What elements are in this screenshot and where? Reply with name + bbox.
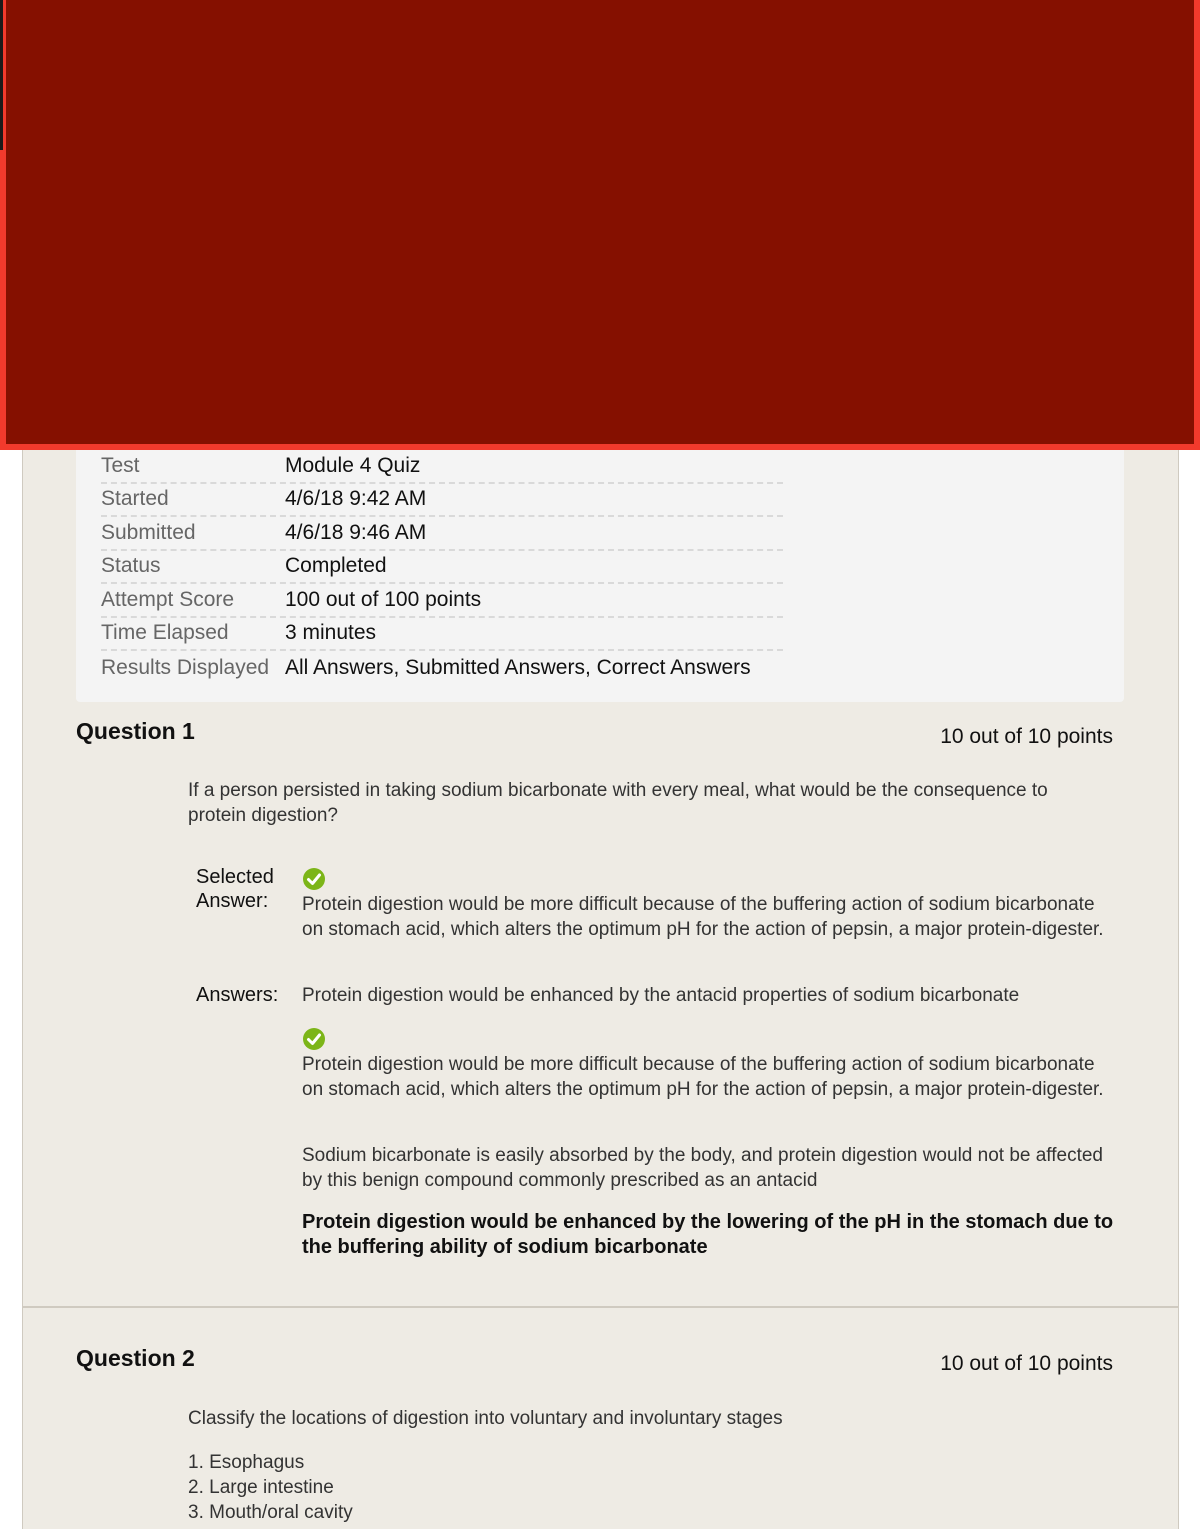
info-row-time-elapsed: [101, 618, 783, 652]
info-value: 4/6/18 9:46 AM: [285, 520, 427, 544]
info-row-submitted: [101, 517, 783, 551]
check-circle-icon: [302, 867, 326, 891]
answer-option-1: Protein digestion would be enhanced by the antacid properties of sodium bicarbonate: [302, 985, 1020, 1006]
info-value: 4/6/18 9:42 AM: [285, 487, 427, 511]
info-value: 3 minutes: [285, 621, 377, 645]
info-value: Module 4 Quiz: [285, 453, 421, 477]
answer-option-4: Protein digestion would be enhanced by the lowering of the pH in the stomach due to the buffering ability of sodium bicarbonate: [302, 1211, 1114, 1258]
info-value: Completed: [285, 554, 387, 578]
answer-option-3: Sodium bicarbonate is easily absorbed by the body, and protein digestion would not be affected by this benign compound commonly prescribed as an antacid: [302, 1145, 1103, 1191]
selected-label-line2: Answer:: [196, 890, 269, 912]
question-divider: [22, 1306, 1178, 1308]
question-2-text: Classify the locations of digestion into voluntary and involuntary stages: [188, 1408, 783, 1429]
selected-answer-text: Protein digestion would be more difficult because of the buffering action of sodium bicarbonate on stomach acid, which alters the optimum pH for the action of pepsin, a major protein-digester.: [302, 894, 1104, 940]
info-row-status: [101, 551, 783, 585]
obscuring-banner: [0, 0, 1200, 450]
question-2-points: 10 out of 10 points: [940, 1352, 1113, 1375]
info-label: Results Displayed: [101, 655, 270, 679]
selected-answer-label: [196, 865, 274, 913]
info-value: 100 out of 100 points: [285, 587, 482, 611]
answers-label: Answers:: [196, 984, 279, 1006]
question-1-text: If a person persisted in taking sodium bicarbonate with every meal, what would be the consequence to protein digestion?: [188, 780, 1048, 826]
question-2-title: Question 2: [76, 1345, 195, 1371]
check-circle-icon: [302, 1027, 326, 1051]
info-label: Submitted: [101, 520, 196, 544]
info-label: Started: [101, 487, 169, 511]
window-edge: [0, 0, 3, 150]
info-row-attempt-score: [101, 584, 783, 618]
info-label: Status: [101, 554, 161, 578]
info-row-results-displayed: [101, 651, 783, 685]
info-row-started: [101, 484, 783, 518]
question-1-points: 10 out of 10 points: [940, 725, 1113, 748]
info-value: All Answers, Submitted Answers, Correct Answers: [285, 655, 751, 679]
info-label: Attempt Score: [101, 587, 235, 611]
attempt-info-table: [101, 450, 783, 685]
list-item: 2. Large intestine: [188, 1477, 334, 1498]
selected-label-line1: Selected: [196, 866, 274, 888]
info-row-test: [101, 450, 783, 484]
answer-option-2-correct: Protein digestion would be more difficult because of the buffering action of sodium bicarbonate on stomach acid, which alters the optimum pH for the action of pepsin, a major protein-digester.: [302, 1054, 1104, 1100]
info-label: Time Elapsed: [101, 621, 229, 645]
list-item: 3. Mouth/oral cavity: [188, 1502, 353, 1523]
info-label: Test: [101, 453, 140, 477]
list-item: 1. Esophagus: [188, 1452, 305, 1473]
question-1-title: Question 1: [76, 718, 195, 744]
